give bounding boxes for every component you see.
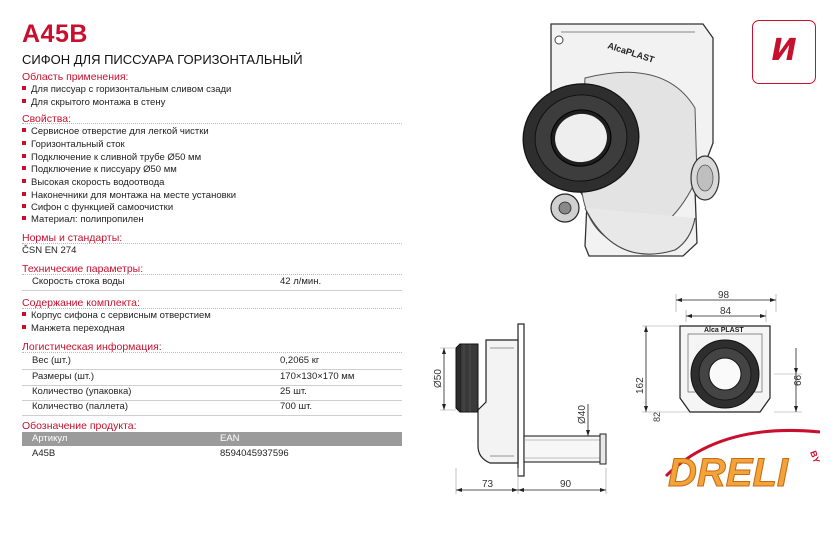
table-row <box>22 275 402 291</box>
dim-73: 73 <box>482 479 494 490</box>
column-header-article: Артикул <box>32 433 68 444</box>
article-value: A45B <box>32 448 56 459</box>
list-item: Материал: полипропилен <box>22 214 144 225</box>
row-value: 700 шт. <box>280 401 313 412</box>
column-header-ean: EAN <box>220 433 240 444</box>
product-title: СИФОН ДЛЯ ПИССУАРА ГОРИЗОНТАЛЬНЫЙ <box>22 52 303 67</box>
table-row <box>22 400 402 416</box>
cuff-side <box>460 344 478 412</box>
table-row <box>22 354 402 370</box>
siphon-body <box>478 340 518 463</box>
row-value: 170×130×170 мм <box>280 371 355 382</box>
list-item: Подключение к сливной трубе Ø50 мм <box>22 152 201 163</box>
divider <box>22 123 402 124</box>
list-item: Подключение к писсуару Ø50 мм <box>22 164 177 175</box>
list-item: Горизонтальный сток <box>22 139 125 150</box>
logo-text: DRELI <box>668 451 788 495</box>
row-value: 42 л/мин. <box>280 276 322 287</box>
row-key: Вес (шт.) <box>32 355 71 366</box>
row-key: Количество (паллета) <box>32 401 128 412</box>
product-render <box>515 18 730 273</box>
dim-98: 98 <box>718 290 730 301</box>
dim-162: 162 <box>635 377 646 394</box>
divider <box>22 243 402 244</box>
table-row <box>22 385 402 401</box>
divider <box>22 308 402 309</box>
dreli-logo <box>660 418 832 498</box>
technical-heading: Технические параметры: <box>22 263 144 275</box>
wall-plate <box>518 324 524 476</box>
screw-hole-icon <box>555 36 563 44</box>
row-key: Размеры (шт.) <box>32 371 95 382</box>
row-value: 0,2065 кг <box>280 355 320 366</box>
norms-value: ČSN EN 274 <box>22 245 77 256</box>
table-row <box>22 447 402 462</box>
list-item: Корпус сифона с сервисным отверстием <box>22 310 211 321</box>
row-key: Количество (упаковка) <box>32 386 132 397</box>
render-brand-label: AlcaPLAST <box>606 40 656 65</box>
dim-d40: Ø40 <box>577 405 588 424</box>
dim-90: 90 <box>560 479 572 490</box>
front-view-drawing <box>630 288 810 428</box>
designation-table-header <box>22 432 402 446</box>
table-row <box>22 370 402 386</box>
contents-heading: Содержание комплекта: <box>22 297 140 309</box>
norms-heading: Нормы и стандарты: <box>22 232 123 244</box>
row-value: 25 шт. <box>280 386 307 397</box>
properties-heading: Свойства: <box>22 113 72 125</box>
list-item: Сервисное отверстие для легкой чистки <box>22 126 209 137</box>
dim-82: 82 <box>652 411 662 422</box>
list-item: Для писсуар с горизонтальным сливом сзади <box>22 84 231 95</box>
list-item: Наконечники для монтажа на месте установки <box>22 190 236 201</box>
logistics-heading: Логистическая информация: <box>22 341 162 353</box>
list-item: Манжета переходная <box>22 323 125 334</box>
category-badge: И <box>752 20 816 84</box>
dim-84: 84 <box>720 306 732 317</box>
front-brand-label: Alca PLAST <box>704 327 744 334</box>
ean-value: 8594045937596 <box>220 448 289 459</box>
side-view-drawing <box>430 318 620 498</box>
list-item: Для скрытого монтажа в стену <box>22 97 165 108</box>
dim-66: 66 <box>793 374 804 386</box>
logo-by: BY <box>808 449 822 465</box>
designation-heading: Обозначение продукта: <box>22 420 137 432</box>
application-heading: Область применения: <box>22 71 129 83</box>
list-item: Сифон с функцией самоочистки <box>22 202 173 213</box>
row-key: Скорость стока воды <box>32 276 125 287</box>
divider <box>22 352 402 353</box>
product-code: A45B <box>22 20 88 48</box>
dim-d50: Ø50 <box>433 369 444 388</box>
list-item: Высокая скорость водоотвода <box>22 177 164 188</box>
